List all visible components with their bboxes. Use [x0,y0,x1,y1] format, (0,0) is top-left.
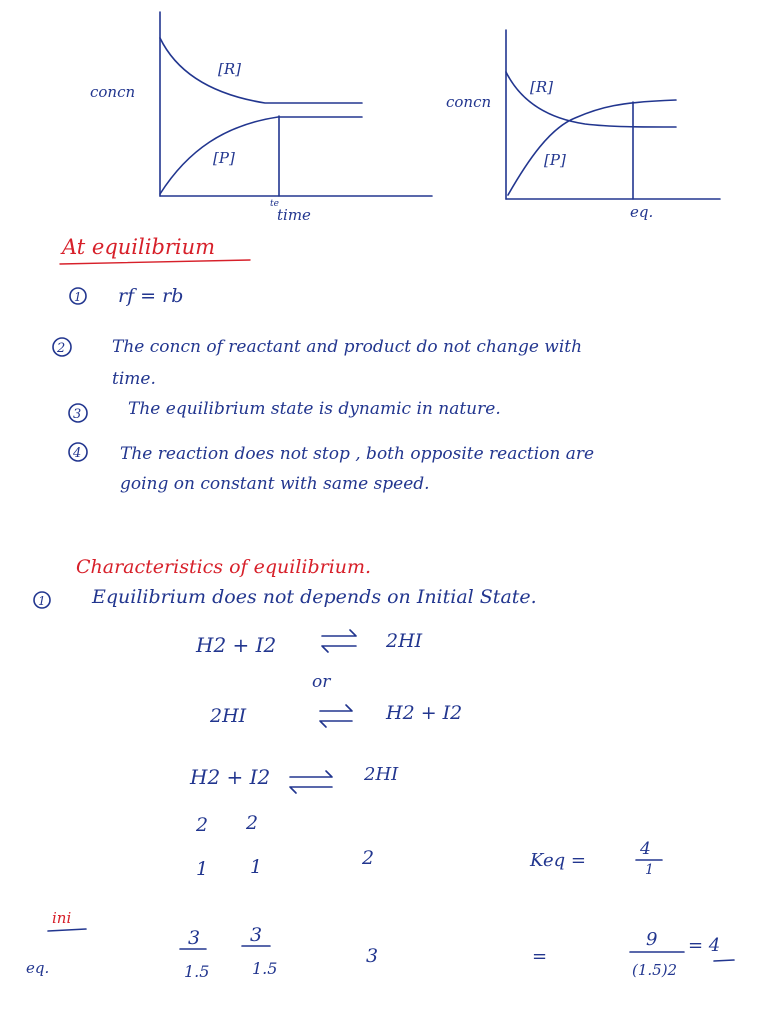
heading-underline [60,260,250,264]
eq2-right: H2 + I2 [386,702,463,724]
equation-3 [189,764,399,793]
left-time-mark: te [270,199,279,209]
point-3-text: The equilibrium state is dynamic in nature. [128,399,501,419]
or-text: or [312,672,331,692]
side-label-initial: ini [52,909,72,927]
right-graph-y-label: concn [446,93,492,111]
row3-c: 3 [366,945,379,967]
point-4-number: 4 [73,446,82,461]
row3-b: 3 [250,924,263,946]
right-eq-mark: eq. [630,203,654,221]
left-reactant-curve [160,38,362,103]
right-reactant-label: [R] [530,78,553,96]
eq3-left: H2 + I2 [190,765,271,789]
left-reactant-label: [R] [218,60,241,78]
equation-1 [195,630,423,657]
heading-at-equilibrium: At equilibrium [62,235,216,259]
eq2-backward-arrow [320,721,352,727]
left-concentration-graph [90,12,432,224]
point-2-text-cont: time. [112,369,156,389]
row3-a: 3 [188,927,201,949]
left-graph-x-label: time [277,206,311,224]
point-3-number: 3 [73,407,82,422]
row2-c: 2 [362,847,375,869]
left-product-label: [P] [213,149,235,167]
side-label-equilibrium: eq. [26,959,50,977]
eq3-forward-arrow [290,771,332,777]
eq2-left: 2HI [210,705,247,727]
point-2-text: The concn of reactant and product do not change with [112,337,583,357]
eq1-backward-arrow [322,646,356,652]
right-concentration-graph [446,30,720,221]
row4-b: 1.5 [252,959,278,978]
equation-2 [209,702,462,727]
row2-b: 1 [250,856,263,878]
result-value: = 4 [688,935,721,956]
frac-numerator: 9 [646,929,658,950]
point-2-number: 2 [57,341,66,356]
row1-b: 2 [246,812,259,834]
right-product-label: [P] [544,151,566,169]
row4-a: 1.5 [184,962,210,981]
right-product-curve [508,100,676,195]
point-4-text-cont: going on constant with same speed. [120,474,430,494]
eq1-forward-arrow [322,630,356,636]
eq2-forward-arrow [320,705,352,711]
frac-denominator: (1.5)2 [632,961,678,979]
row4-eq-sign: = [532,946,548,967]
eq1-right: 2HI [386,630,423,652]
eq3-backward-arrow [290,787,332,793]
keq-label: Keq = [530,850,586,871]
char-1-text: Equilibrium does not depends on Initial State. [92,586,537,608]
left-graph-y-label: concn [90,83,136,101]
point-1-number: 1 [74,290,82,304]
row2-a: 1 [196,858,209,880]
keq-denominator: 1 [645,862,654,878]
point-4-text: The reaction does not stop , both opposite reaction are [120,444,595,464]
row1-a: 2 [196,814,209,836]
result-underline [714,960,734,961]
char-1-number: 1 [38,594,46,608]
equilibrium-points-list [53,285,594,494]
eq3-right: 2HI [364,764,399,785]
point-1-text: rf = rb [118,285,184,307]
side-label-underline [48,929,86,931]
eq1-left: H2 + I2 [196,633,277,657]
heading-characteristics: Characteristics of equilibrium. [76,556,372,578]
left-product-curve [160,117,362,194]
keq-numerator: 4 [640,839,651,859]
